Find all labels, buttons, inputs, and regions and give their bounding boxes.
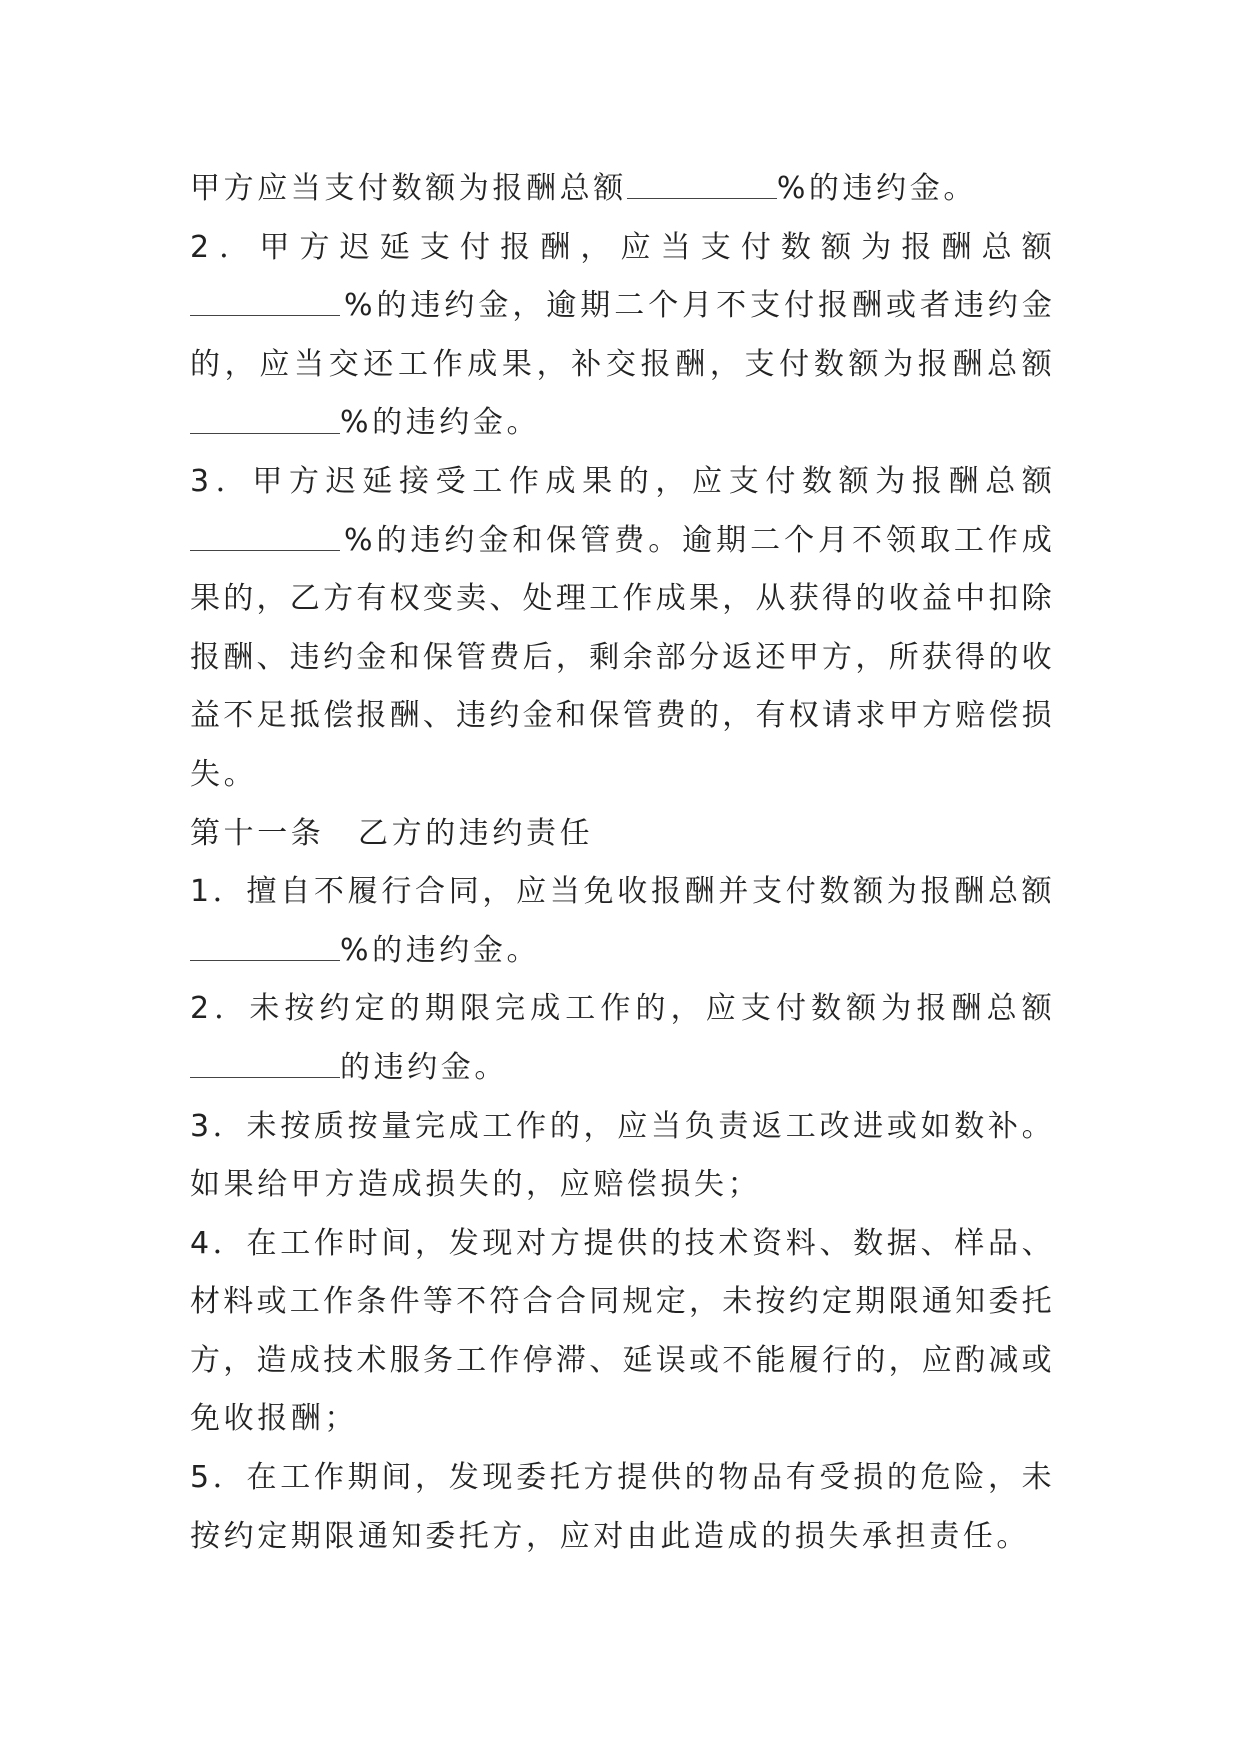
text-line-l6: 3 ． 甲 方 迟 延 接 受 工 作 成 果 的 ， 应 支 付 数 额 为 报 酬 总 额 xyxy=(190,463,1052,499)
text-line-l12 xyxy=(190,805,1052,864)
text-line-l21: 方 ， 造 成 技 术 服 务 工 作 停 滞 、 延 误 或 不 能 履 行 的 ， 应 酌 减 或 xyxy=(190,1342,1052,1378)
text-line-l18 xyxy=(190,1156,1052,1215)
text-line-l22 xyxy=(190,1390,1052,1449)
fill-in-blank xyxy=(190,1076,340,1078)
text-line-l1 xyxy=(190,160,1052,219)
text-line-l3: % 的 违 约 金 ， 逾 期 二 个 月 不 支 付 报 酬 或 者 违 约 金 xyxy=(190,277,1052,336)
text-line-l23: 5 ． 在 工 作 期 间 ， 发 现 委 托 方 提 供 的 物 品 有 受 损 的 危 险 ， 未 xyxy=(190,1460,1052,1496)
text-segment: %的违约金。 xyxy=(340,932,541,968)
text-line-l8: 果 的 ， 乙 方 有 权 变 卖 、 处 理 工 作 成 果 ， 从 获 得 的 收 益 中 扣 除 xyxy=(190,581,1052,617)
text-segment: 失。 xyxy=(190,756,258,792)
text-line-l15: 2 ． 未 按 约 定 的 期 限 完 成 工 作 的 ， 应 支 付 数 额 为 报 酬 总 额 xyxy=(190,991,1052,1027)
text-segment: %的违约金。 xyxy=(340,405,541,441)
text-line-l17: 3 ． 未 按 质 按 量 完 成 工 作 的 ， 应 当 负 责 返 工 改 进 或 如 数 补 。 xyxy=(190,1108,1052,1144)
text-segment: 免收报酬； xyxy=(190,1401,358,1437)
text-line-l20: 材 料 或 工 作 条 件 等 不 符 合 合 同 规 定 ， 未 按 约 定 期 限 通 知 委 托 xyxy=(190,1284,1052,1320)
text-line-l9: 报 酬 、 违 约 金 和 保 管 费 后 ， 剩 余 部 分 返 还 甲 方 ， 所 获 得 的 收 xyxy=(190,639,1052,675)
fill-in-blank xyxy=(190,314,340,316)
text-segment: 第十一条 乙方的违约责任 xyxy=(190,815,594,851)
fill-in-blank xyxy=(190,959,340,961)
fill-in-blank xyxy=(190,432,340,434)
text-segment: %的违约金。 xyxy=(776,171,977,206)
fill-in-blank xyxy=(627,197,777,199)
text-line-l7: % 的 违 约 金 和 保 管 费 。 逾 期 二 个 月 不 领 取 工 作 成 xyxy=(190,512,1052,571)
document-body xyxy=(190,160,1052,1566)
text-line-l2: 2 ． 甲 方 迟 延 支 付 报 酬 ， 应 当 支 付 数 额 为 报 酬 总 额 xyxy=(190,229,1052,265)
text-line-l24 xyxy=(190,1508,1052,1567)
text-segment: 甲方应当支付数额为报酬总额 xyxy=(190,171,627,206)
text-line-l16 xyxy=(190,1039,1052,1098)
text-line-l19: 4 ． 在 工 作 时 间 ， 发 现 对 方 提 供 的 技 术 资 料 、 数 据 、 样 品 、 xyxy=(190,1225,1052,1261)
fill-in-blank xyxy=(190,549,340,551)
text-segment: 按约定期限通知委托方，应对由此造成的损失承担责任。 xyxy=(190,1518,1030,1554)
text-line-l4: 的 ， 应 当 交 还 工 作 成 果 ， 补 交 报 酬 ， 支 付 数 额 为 报 酬 总 额 xyxy=(190,346,1052,382)
text-line-l11 xyxy=(190,746,1052,805)
text-line-l14 xyxy=(190,922,1052,981)
text-segment: 的违约金。 xyxy=(340,1049,508,1085)
text-segment: 如果给甲方造成损失的，应赔偿损失； xyxy=(190,1167,762,1203)
text-line-l13: 1 ． 擅 自 不 履 行 合 同 ， 应 当 免 收 报 酬 并 支 付 数 额 为 报 酬 总 额 xyxy=(190,874,1052,910)
text-line-l10: 益 不 足 抵 偿 报 酬 、 违 约 金 和 保 管 费 的 ， 有 权 请 求 甲 方 赔 偿 损 xyxy=(190,698,1052,734)
text-line-l5 xyxy=(190,394,1052,453)
